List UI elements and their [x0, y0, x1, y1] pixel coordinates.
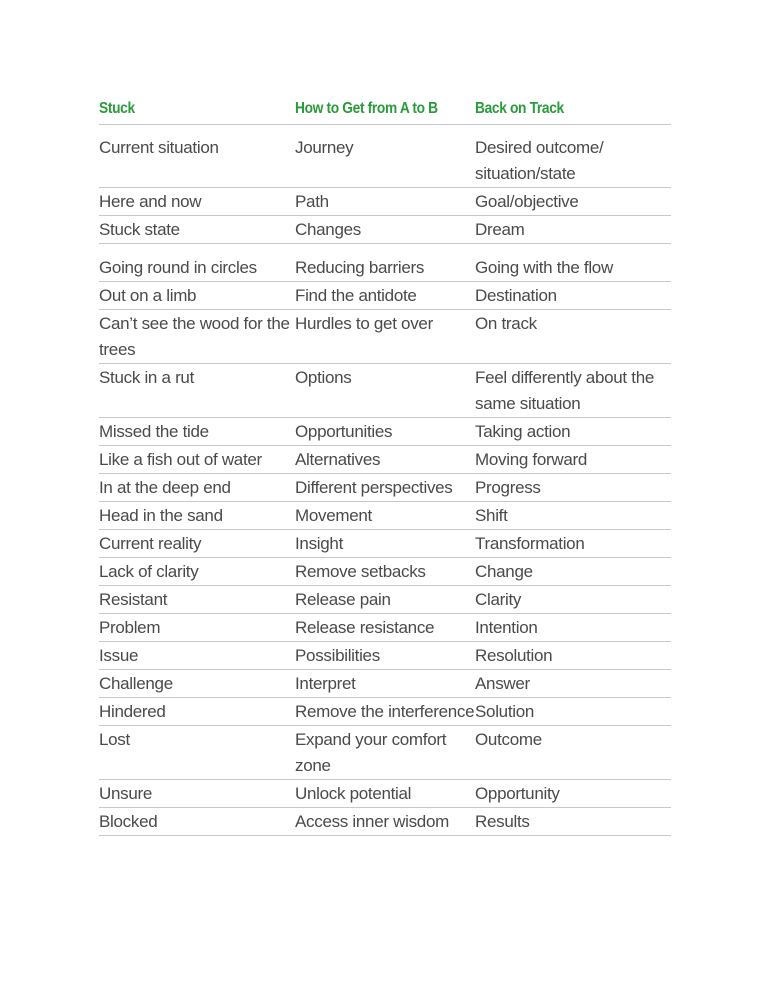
cell-back-on-track: Feel differently about the same situation: [475, 368, 655, 413]
table-row: [99, 134, 671, 188]
cell-how-to-get: Hurdles to get over: [295, 314, 433, 333]
cell-back-on-track: Taking action: [475, 422, 571, 441]
table-row: [99, 310, 671, 364]
cell-back-on-track: Intention: [475, 618, 538, 637]
cell-back-on-track: Answer: [475, 674, 530, 693]
cell-stuck: Can’t see the wood for the trees: [99, 314, 290, 359]
table-group-2: [99, 254, 671, 836]
table-row: [99, 254, 671, 282]
table-row: [99, 530, 671, 558]
cell-back-on-track: On track: [475, 314, 537, 333]
cell-how-to-get: Remove setbacks: [295, 562, 426, 581]
cell-how-to-get: Interpret: [295, 674, 356, 693]
cell-stuck: Stuck state: [99, 220, 180, 239]
cell-back-on-track: Desired outcome/ situation/state: [475, 138, 604, 183]
table-row: [99, 642, 671, 670]
header-back-on-track: Back on Track: [475, 100, 564, 117]
cell-stuck: Unsure: [99, 784, 153, 803]
cell-back-on-track: Solution: [475, 702, 535, 721]
cell-how-to-get: Release pain: [295, 590, 391, 609]
table-row: [99, 188, 671, 216]
table-row: [99, 614, 671, 642]
cell-back-on-track: Progress: [475, 478, 541, 497]
cell-how-to-get: Insight: [295, 534, 343, 553]
cell-how-to-get: Alternatives: [295, 450, 381, 469]
cell-stuck: Head in the sand: [99, 506, 223, 525]
cell-back-on-track: Outcome: [475, 730, 542, 749]
cell-stuck: Stuck in a rut: [99, 368, 195, 387]
cell-back-on-track: Resolution: [475, 646, 553, 665]
cell-how-to-get: Find the antidote: [295, 286, 417, 305]
cell-stuck: Current situation: [99, 138, 219, 157]
table-row: [99, 808, 671, 836]
cell-stuck: Here and now: [99, 192, 202, 211]
cell-back-on-track: Destination: [475, 286, 557, 305]
header-how-to-get-from-a-to-b: How to Get from A to B: [295, 100, 438, 117]
cell-how-to-get: Changes: [295, 220, 361, 239]
cell-how-to-get: Release resistance: [295, 618, 435, 637]
cell-back-on-track: Transformation: [475, 534, 585, 553]
cell-how-to-get: Movement: [295, 506, 372, 525]
table-row: [99, 446, 671, 474]
header-stuck: Stuck: [99, 100, 135, 117]
group-spacer: [99, 244, 671, 254]
cell-back-on-track: Shift: [475, 506, 508, 525]
table-row: [99, 698, 671, 726]
cell-stuck: Challenge: [99, 674, 173, 693]
cell-stuck: Current reality: [99, 534, 202, 553]
cell-how-to-get: Path: [295, 192, 329, 211]
cell-stuck: Going round in circles: [99, 258, 257, 277]
cell-stuck: Problem: [99, 618, 161, 637]
cell-back-on-track: Moving forward: [475, 450, 588, 469]
cell-back-on-track: Goal/objective: [475, 192, 579, 211]
cell-how-to-get: Options: [295, 368, 352, 387]
table-row: [99, 216, 671, 244]
cell-how-to-get: Journey: [295, 138, 354, 157]
cell-stuck: Missed the tide: [99, 422, 209, 441]
cell-back-on-track: Opportunity: [475, 784, 560, 803]
cell-stuck: Resistant: [99, 590, 168, 609]
cell-back-on-track: Results: [475, 812, 530, 831]
table-row: [99, 726, 671, 780]
cell-how-to-get: Access inner wisdom: [295, 812, 449, 831]
table-row: [99, 474, 671, 502]
cell-how-to-get: Different perspectives: [295, 478, 453, 497]
cell-stuck: Issue: [99, 646, 139, 665]
table-row: [99, 418, 671, 446]
table-row: [99, 558, 671, 586]
table-row: [99, 502, 671, 530]
cell-stuck: Like a fish out of water: [99, 450, 262, 469]
table-group-1: [99, 134, 671, 244]
cell-stuck: In at the deep end: [99, 478, 231, 497]
table-row: [99, 670, 671, 698]
cell-stuck: Out on a limb: [99, 286, 197, 305]
table-row: [99, 364, 671, 418]
cell-back-on-track: Going with the flow: [475, 258, 613, 277]
cell-stuck: Hindered: [99, 702, 166, 721]
comparison-table: [99, 94, 671, 836]
cell-back-on-track: Dream: [475, 220, 525, 239]
cell-how-to-get: Expand your comfort zone: [295, 730, 447, 775]
cell-stuck: Lost: [99, 730, 130, 749]
cell-back-on-track: Clarity: [475, 590, 522, 609]
cell-stuck: Lack of clarity: [99, 562, 199, 581]
table-row: [99, 586, 671, 614]
cell-how-to-get: Reducing barriers: [295, 258, 425, 277]
table-row: [99, 780, 671, 808]
cell-how-to-get: Unlock potential: [295, 784, 412, 803]
cell-back-on-track: Change: [475, 562, 533, 581]
cell-stuck: Blocked: [99, 812, 158, 831]
table-header: [99, 94, 671, 125]
cell-how-to-get: Opportunities: [295, 422, 393, 441]
table-row: [99, 282, 671, 310]
cell-how-to-get: Possibilities: [295, 646, 380, 665]
cell-how-to-get: Remove the interference: [295, 702, 475, 721]
